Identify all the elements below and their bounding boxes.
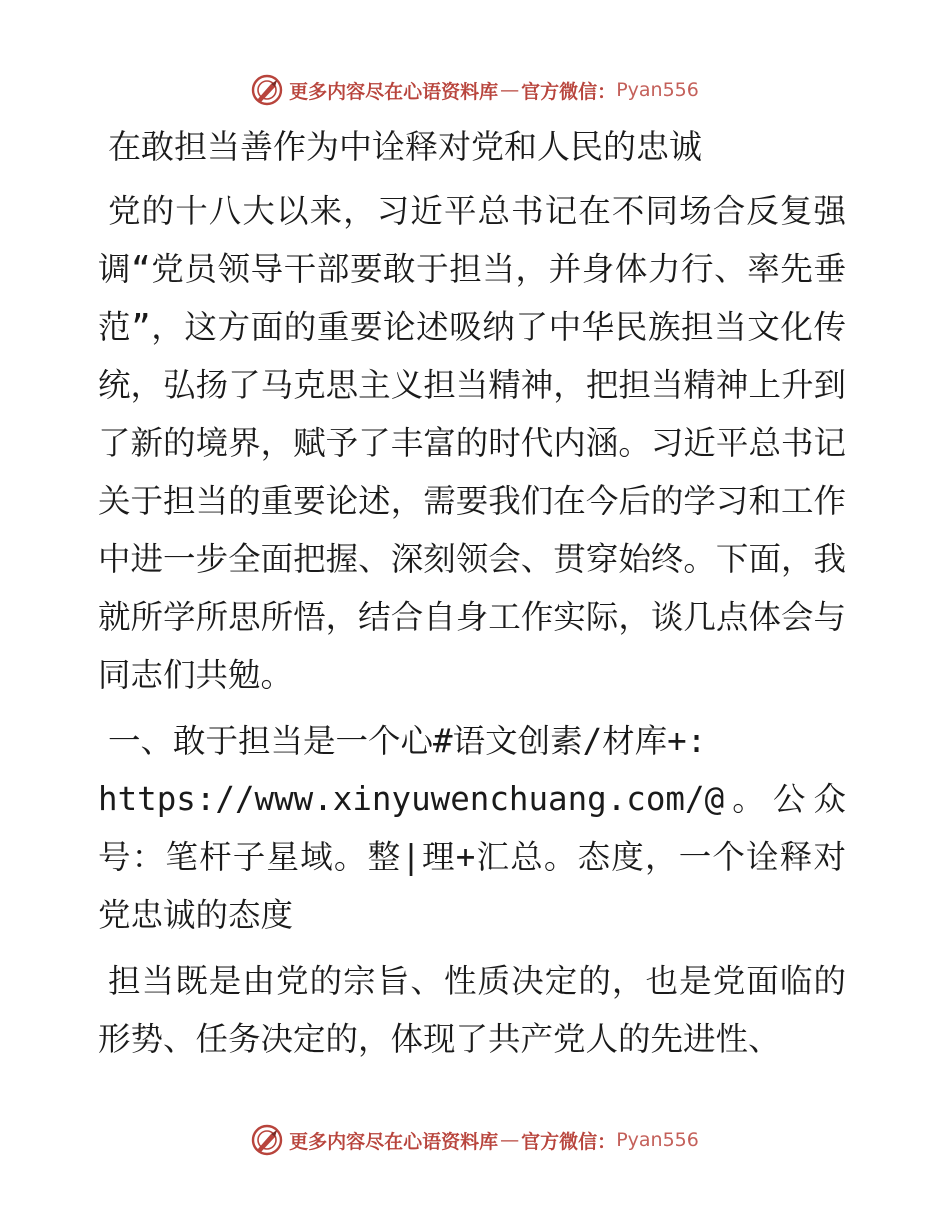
document-title: 在敢担当善作为中诠释对党和人民的忠诚 [108, 127, 702, 166]
footer-watermark-banner [0, 1120, 950, 1160]
banner-site-text: 更多内容尽在心语资料库 [289, 80, 499, 103]
banner-wechat-id: Pyan556 [616, 1129, 699, 1151]
header-watermark-banner [0, 70, 950, 110]
paragraph-2: https://www.xinyuwenchuang.com/@。公众号：笔杆子星域。整|理+汇总。态度，一个诠释对党忠诚的态度 [98, 780, 846, 934]
document-body [98, 118, 846, 1076]
pen-logo-icon [251, 74, 283, 106]
banner-site-text: 更多内容尽在心语资料库 [289, 1130, 499, 1153]
paragraph-3: 担当既是由党的宗旨、性质决定的，也是党面临的形势、任务决定的，体现了共产党人的先进性、 [98, 962, 846, 1058]
banner-wechat-label: 官方微信： [521, 1130, 617, 1153]
banner-wechat-id: Pyan556 [616, 79, 699, 101]
banner-wechat-label: 官方微信： [521, 80, 617, 103]
pen-logo-icon [251, 1124, 283, 1156]
banner-dash: — [500, 79, 520, 101]
section-heading-1: 一、敢于担当是一个心#语文创素/材库+: [108, 722, 707, 760]
paragraph-1: 党的十八大以来，习近平总书记在不同场合反复强调“党员领导干部要敢于担当，并身体力行、率先垂范”，这方面的重要论述吸纳了中华民族担当文化传统，弘扬了马克思主义担当精神，把担当精神上升到了新的境界，赋予了丰富的时代内涵。习近平总书记关于担当的重要论述，需要我们在今后的学习和工作中进一步全面把握、深刻领会、贯穿始终。下面，我就所学所思所悟，结合自身工作实际，谈几点体会与同志们共勉。 [98, 192, 846, 694]
banner-dash: — [500, 1129, 520, 1151]
